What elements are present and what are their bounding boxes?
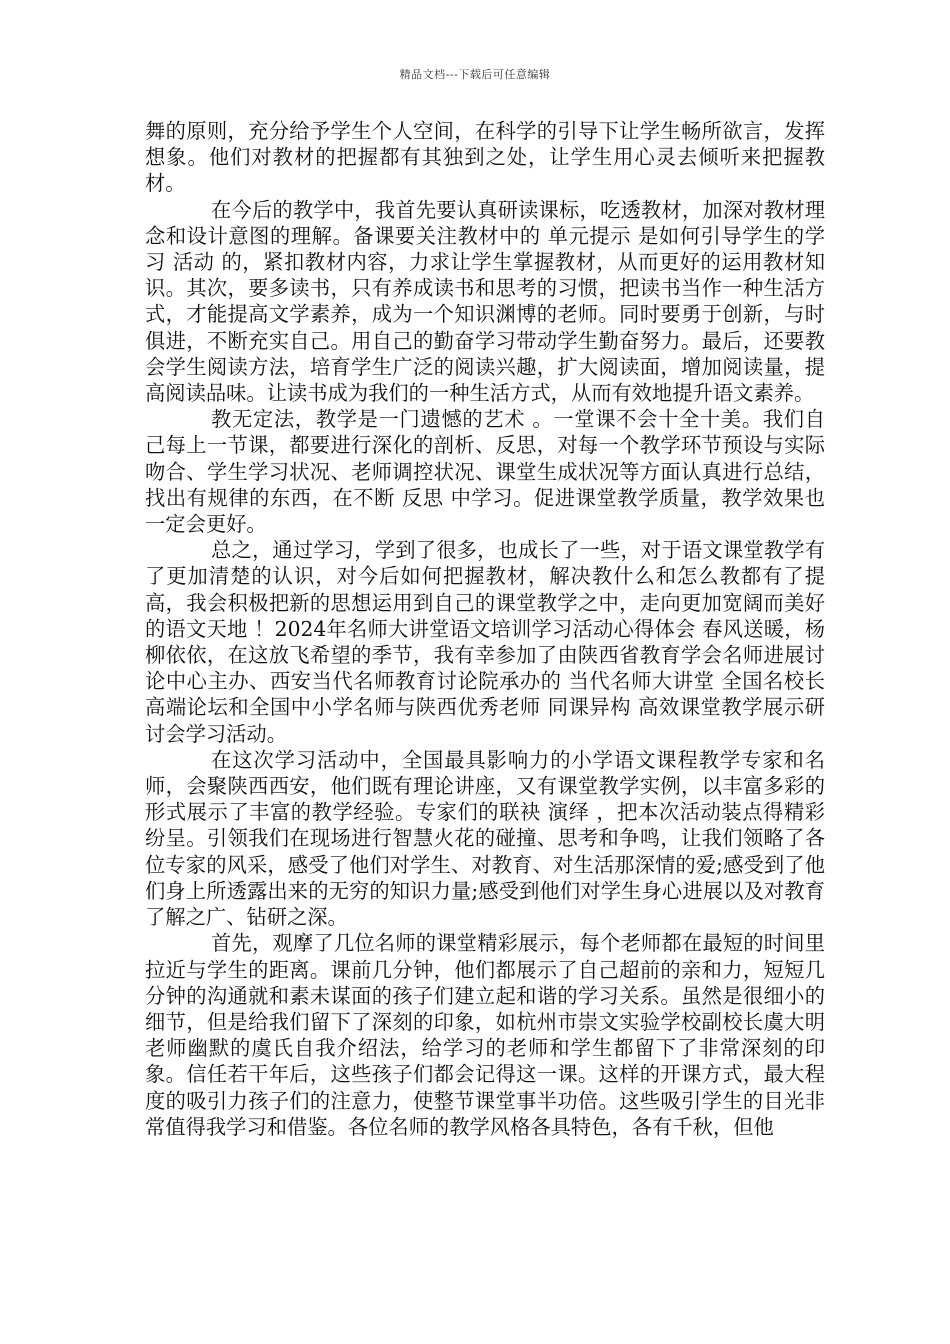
paragraph-3: 教无定法，教学是一门遗憾的艺术 。一堂课不会十全十美。我们自己每上一节课，都要进行深化的剖析、反思，对每一个教学环节预设与实际吻合、学生学习状况、老师调控状况、课堂生成状况等方面认真进行总结，找出有规律的东西，在不断 反思 中学习。促进课堂教学质量，教学效果也一定会更好。 — [145, 407, 825, 537]
paragraph-1: 舞的原则，充分给予学生个人空间，在科学的引导下让学生畅所欲言，发挥想象。他们对教材的把握都有其独到之处，让学生用心灵去倾听来把握教材。 — [145, 119, 825, 196]
document-body — [145, 118, 825, 1140]
paragraph-6: 首先，观摩了几位名师的课堂精彩展示，每个老师都在最短的时间里拉近与学生的距离。课前几分钟，他们都展示了自己超前的亲和力，短短几分钟的沟通就和素未谋面的孩子们建立起和谐的学习关系。虽然是很细小的细节，但是给我们留下了深刻的印象，如杭州市崇文实验学校副校长虞大明老师幽默的虞氏自我介绍法，给学习的老师和学生都留下了非常深刻的印象。信任若干年后，这些孩子们都会记得这一课。这样的开课方式，最大程度的吸引力孩子们的注意力，使整节课堂事半功倍。这些吸引学生的目光非常值得我学习和借鉴。各位名师的教学风格各具特色，各有千秋，但他 — [145, 931, 825, 1139]
page-header: 精品文档---下载后可任意编辑 — [399, 68, 551, 81]
paragraph-5: 在这次学习活动中，全国最具影响力的小学语文课程教学专家和名师，会聚陕西西安，他们既有理论讲座，又有课堂教学实例，以丰富多彩的形式展示了丰富的教学经验。专家们的联袂 演绎 ，把本次活动装点得精彩纷呈。引领我们在现场进行智慧火花的碰撞、思考和争鸣，让我们领略了各位专家的风采，感受了他们对学生、对教育、对生活那深情的爱;感受到了他们身上所透露出来的无穷的知识力量;感受到他们对学生身心进展以及对教育了解之广、钻研之深。 — [145, 747, 825, 930]
paragraph-2: 在今后的教学中，我首先要认真研读课标，吃透教材，加深对教材理念和设计意图的理解。备课要关注教材中的 单元提示 是如何引导学生的学习 活动 的，紧扣教材内容，力求让学生掌握教材，从而更好的运用教材知识。其次，要多读书，只有养成读书和思考的习惯，把读书当作一种生活方式，才能提高文学素养，成为一个知识渊博的老师。同时要勇于创新，与时俱进，不断充实自己。用自己的勤奋学习带动学生勤奋努力。最后，还要教会学生阅读方法，培育学生广泛的阅读兴趣，扩大阅读面，增加阅读量，提高阅读品味。让读书成为我们的一种生活方式，从而有效地提升语文素养。 — [145, 197, 825, 406]
paragraph-4: 总之，通过学习，学到了很多，也成长了一些，对于语文课堂教学有了更加清楚的认识，对今后如何把握教材，解决教什么和怎么教都有了提高，我会积极把新的思想运用到自己的课堂教学之中，走向更加宽阔而美好的语文天地 ！2024年名师大讲堂语文培训学习活动心得体会 春风送暖，杨柳依依，在这放飞希望的季节，我有幸参加了由陕西省教育学会名师进展讨论中心主办、西安当代名师教育讨论院承办的 当代名师大讲堂 全国名校长高端论坛和全国中小学名师与陕西优秀老师 同课异构 高效课堂教学展示研讨会学习活动。 — [145, 538, 825, 746]
